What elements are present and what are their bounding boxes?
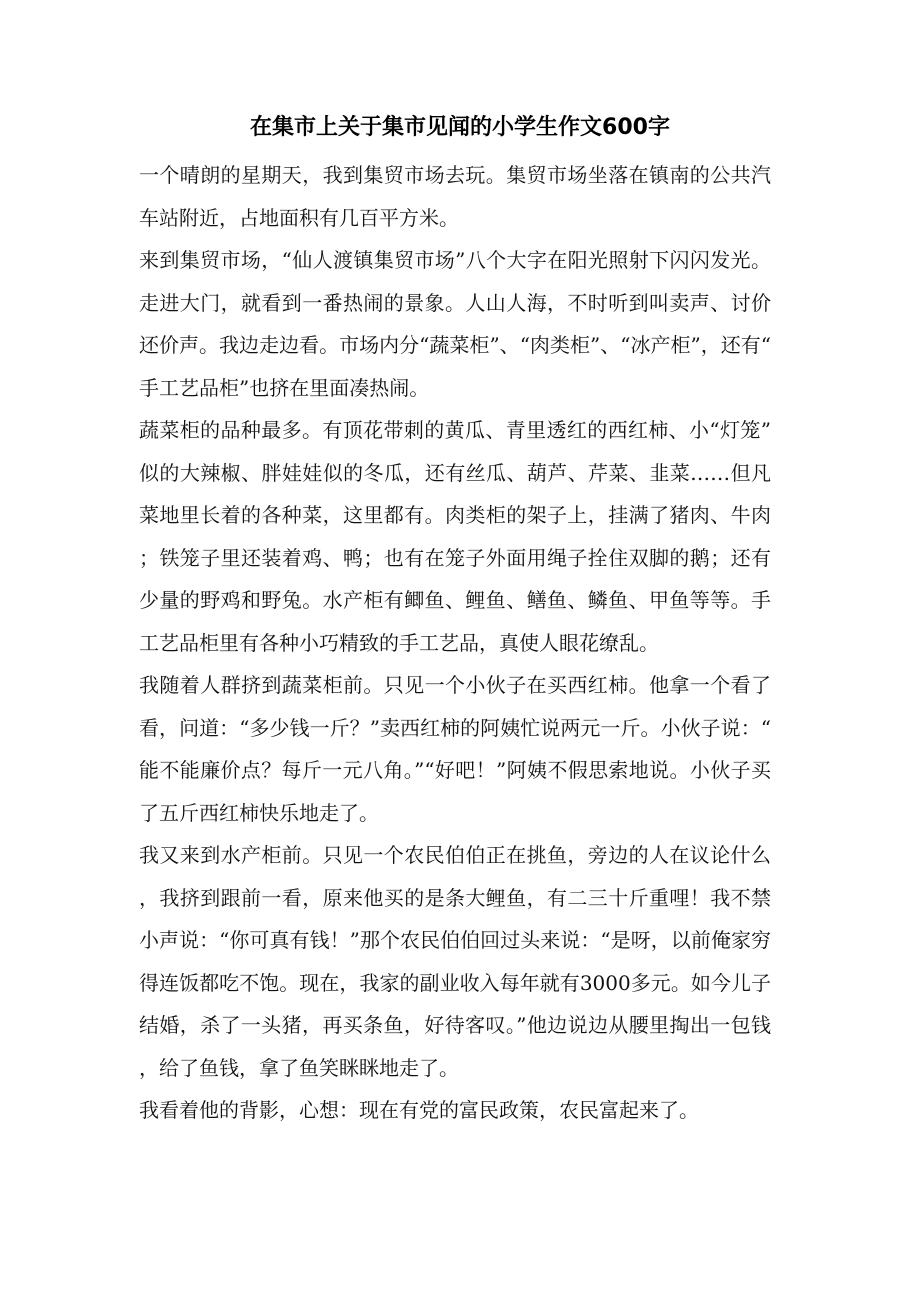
document-title: 在集市上关于集市见闻的小学生作文600字 xyxy=(250,115,670,140)
paragraph-6: 我看着他的背影，心想：现在有党的富民政策，农民富起来了。 xyxy=(139,1098,699,1122)
document-body xyxy=(139,154,771,1132)
paragraph-3: 蔬菜柜的品种最多。有顶花带刺的黄瓜、青里透红的西红柿、小“灯笼”似的大辣椒、胖娃娃似的冬瓜，还有丝瓜、葫芦、芹菜、韭菜……但凡菜地里长着的各种菜，这里都有。肉类柜的架子上，挂满了猪肉、牛肉；铁笼子里还装着鸡、鸭；也有在笼子外面用绳子拴住双脚的鹅；还有少量的野鸡和野兔。水产柜有鲫鱼、鲤鱼、鳝鱼、鳞鱼、甲鱼等等。手工艺品柜里有各种小巧精致的手工艺品，真使人眼花缭乱。 xyxy=(139,418,771,655)
paragraph-2: 来到集贸市场，“仙人渡镇集贸市场”八个大字在阳光照射下闪闪发光。走进大门，就看到一番热闹的景象。人山人海，不时听到叫卖声、讨价还价声。我边走边看。市场内分“蔬菜柜”、“肉类柜”、“冰产柜”，还有“手工艺品柜”也挤在里面凑热闹。 xyxy=(139,248,771,400)
paragraph-5: 我又来到水产柜前。只见一个农民伯伯正在挑鱼，旁边的人在议论什么，我挤到跟前一看，原来他买的是条大鲤鱼，有二三十斤重哩！我不禁小声说：“你可真有钱！”那个农民伯伯回过头来说：“是呀，以前俺家穷得连饭都吃不饱。现在，我家的副业收入每年就有3000多元。如今儿子结婚，杀了一头猪，再买条鱼，好待客叹。”他边说边从腰里掏出一包钱，给了鱼钱，拿了鱼笑眯眯地走了。 xyxy=(139,843,771,1080)
paragraph-4: 我随着人群挤到蔬菜柜前。只见一个小伙子在买西红柿。他拿一个看了看，问道：“多少钱一斤？”卖西红柿的阿姨忙说两元一斤。小伙子说：“能不能廉价点？每斤一元八角。”“好吧！”阿姨不假思索地说。小伙子买了五斤西红柿快乐地走了。 xyxy=(139,673,771,825)
paragraph-1: 一个晴朗的星期天，我到集贸市场去玩。集贸市场坐落在镇南的公共汽车站附近，占地面积有几百平方米。 xyxy=(139,163,771,230)
